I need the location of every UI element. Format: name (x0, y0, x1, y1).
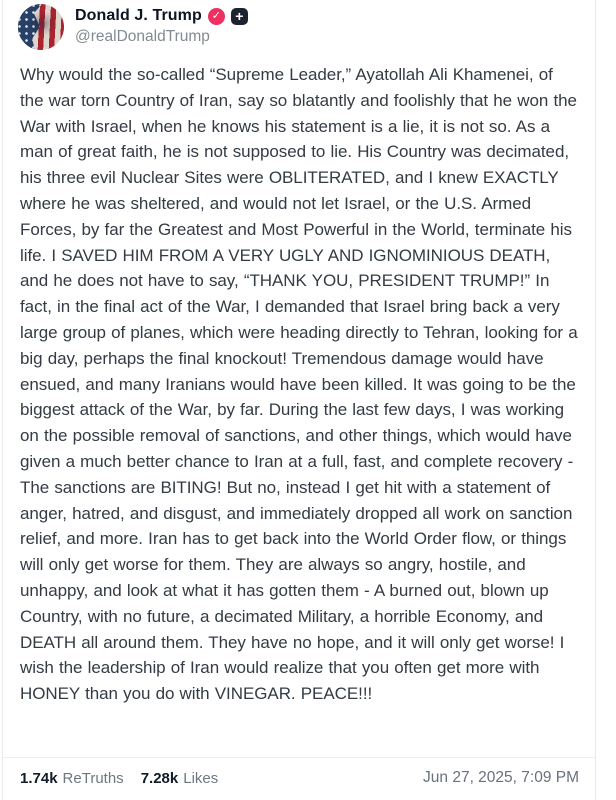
author-name-block (75, 4, 248, 46)
author-name-row (75, 7, 248, 25)
post-header (3, 0, 595, 50)
post-body-text: Why would the so-called “Supreme Leader,” Ayatollah Ali Khamenei, of the war torn Country of Iran, say so blatantly and foolishly that he won the War with Israel, when he knows his statement is a lie, it is not so. As a man of great faith, he is not supposed to lie. His Country was decimated, his three evil Nuclear Sites were OBLITERATED, and I knew EXACTLY where he was sheltered, and would not let Israel, or the U.S. Armed Forces, by far the Greatest and Most Powerful in the World, terminate his life. I SAVED HIM FROM A VERY UGLY AND IGNOMINIOUS DEATH, and he does not have to say, “THANK YOU, PRESIDENT TRUMP!” In fact, in the final act of the War, I demanded that Israel bring back a very large group of planes, which were heading directly to Tehran, looking for a big day, perhaps the final knockout! Tremendous damage would have ensued, and many Iranians would have been killed. It was going to be the biggest attack of the War, by far. During the last few days, I was working on the possible removal of sanctions, and other things, which would have given a much better chance to Iran at a full, fast, and complete recovery - The sanctions are BITING! But no, instead I get hit with a statement of anger, hatred, and disgust, and immediately dropped all work on sanction relief, and more. Iran has to get back into the World Order flow, or things will only get worse for them. They are always so angry, hostile, and unhappy, and look at what it has gotten them - A burned out, blown up Country, with no future, a decimated Military, a horrible Economy, and DEATH all around them. They have no hope, and it will only get worse! I wish the leadership of Iran would realize that you often get more with HONEY than you do with VINEGAR. PEACE!!! (20, 65, 578, 704)
post-card (2, 0, 596, 800)
post-footer (3, 757, 595, 800)
verified-check-icon: ✓ (208, 8, 225, 25)
plus-badge-icon: + (231, 8, 248, 25)
author-handle: @realDonaldTrump (75, 28, 210, 45)
likes-count: 7.28k (140, 769, 179, 787)
likes-label: Likes (183, 769, 219, 787)
post-stats (20, 770, 218, 787)
retruths-stat[interactable] (20, 770, 124, 787)
retruths-count: 1.74k (20, 769, 58, 787)
profile-avatar[interactable] (18, 4, 64, 50)
retruths-label: ReTruths (62, 769, 124, 787)
author-display-name[interactable]: Donald J. Trump (75, 7, 202, 24)
post-timestamp[interactable]: Jun 27, 2025, 7:09 PM (423, 769, 579, 786)
likes-stat[interactable] (141, 770, 219, 787)
